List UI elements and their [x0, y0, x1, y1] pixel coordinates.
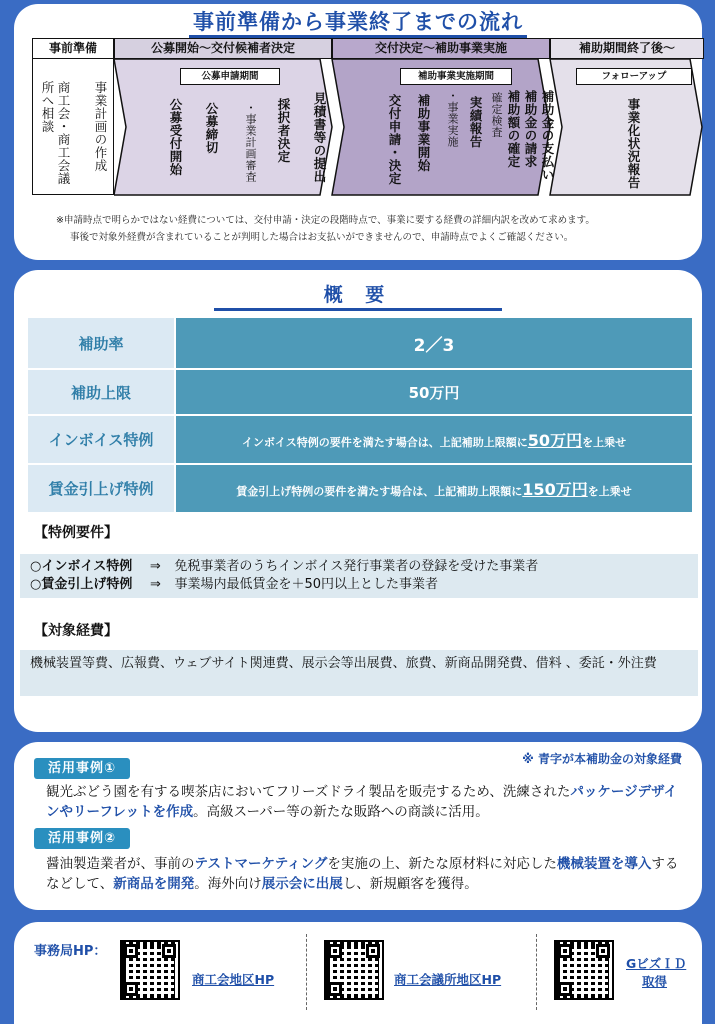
case1-text	[46, 782, 686, 822]
prep-segment	[32, 59, 114, 195]
invoice-text-post: を上乗せ	[582, 436, 627, 449]
after-label: フォローアップ	[576, 68, 692, 85]
prep-step-consult: 商工会・商工会議所へ相談	[40, 81, 71, 185]
expense-text: 機械装置等費、広報費、ウェブサイト関連費、展示会等出展費、旅費、新商品開発費、借料 、委託・外注費	[20, 650, 698, 696]
row-value-rate: 2／3	[175, 317, 693, 369]
bullet: ○	[30, 577, 42, 592]
phase-header-prep: 事前準備	[32, 38, 114, 59]
case1-text-part: 。高級スーパー等の新たな販路への商談に活用。	[193, 804, 489, 820]
impl-step-claim: 補助金の請求	[523, 90, 538, 168]
flow-diagram	[32, 38, 704, 196]
impl-step-fix: 補助額の確定	[506, 90, 521, 168]
case2-highlight: 機械装置を導入	[556, 856, 652, 872]
after-step-report: 事業化状況報告	[626, 98, 641, 189]
case1-highlight: パッケージデザインやリーフレットを作成	[46, 784, 678, 820]
impl-step-grant: 交付申請・決定	[387, 94, 402, 185]
arrow-icon: ⇒	[149, 559, 161, 574]
special-desc-wage: 事業場内最低賃金を＋50円以上とした事業者	[174, 577, 439, 592]
qr-code-gbiz[interactable]	[554, 940, 614, 1000]
flow-note-line2: 事後で対象外経費が含まれていることが判明した場合はお支払いができませんので、申請時点でよくご確認ください。	[70, 232, 574, 243]
impl-period-label: 補助事業実施期間	[400, 68, 512, 85]
case2-text-part: 醤油製造業者が、事前の	[46, 856, 195, 872]
list-item	[30, 558, 688, 576]
case2-text-part: し、新規顧客を獲得。	[342, 876, 478, 892]
wage-text-post: を上乗せ	[587, 485, 632, 498]
case2-text-part: 。海外向け	[194, 876, 262, 892]
row-value-limit: 50万円	[175, 369, 693, 415]
qr-code-shokokaigisho[interactable]	[324, 940, 384, 1000]
impl-step-execute: ・事業実施	[446, 90, 459, 148]
cases-note: ※ 青字が本補助金の対象経費	[522, 752, 682, 766]
app-step-close: 公募締切	[204, 102, 219, 154]
phase-header-implementation: 交付決定～補助事業実施	[332, 38, 550, 59]
special-heading: 【特例要件】	[34, 525, 118, 541]
case1-tag: 活用事例①	[34, 758, 130, 779]
impl-step-inspect: 確定検査	[490, 92, 503, 138]
flow-title: 事前準備から事業終了までの流れ	[14, 6, 702, 36]
special-name-wage: 賃金引上げ特例	[41, 577, 133, 592]
case2-highlight: テストマーケティング	[194, 856, 328, 872]
row-key-limit: 補助上限	[27, 369, 175, 415]
divider	[536, 934, 537, 1010]
case1-text-part: 観光ぶどう園を有する喫茶店においてフリーズドライ製品を販売するため、洗練された	[46, 784, 571, 800]
case2-highlight: 展示会に出展	[261, 876, 343, 892]
special-name-invoice: インボイス特例	[41, 559, 133, 574]
impl-step-start: 補助事業開始	[416, 94, 431, 172]
app-step-selected: 採択者決定	[276, 98, 291, 163]
office-label: 事務局HP：	[34, 944, 107, 959]
table-row	[27, 464, 693, 513]
cases-panel	[14, 742, 702, 910]
table-row	[27, 317, 693, 369]
link-gbiz-get[interactable]: 取得	[642, 974, 668, 989]
table-row	[27, 415, 693, 464]
app-step-open: 公募受付開始	[168, 98, 183, 176]
special-desc-invoice: 免税事業者のうちインボイス発行事業者の登録を受けた事業者	[174, 559, 539, 574]
overview-panel	[14, 270, 702, 732]
row-key-invoice: インボイス特例	[27, 415, 175, 464]
app-period-label: 公募申請期間	[180, 68, 280, 85]
qr-code-shokokai[interactable]	[120, 940, 180, 1000]
case2-text-part: を実施の上、新たな原材料に対応した	[327, 856, 557, 872]
phase-header-application: 公募開始～交付候補者決定	[114, 38, 332, 59]
app-step-review: ・事業計画審査	[244, 102, 257, 183]
impl-step-payment: 補助金の支払い	[540, 90, 555, 181]
flow-panel	[14, 4, 702, 260]
invoice-amount: 50万円	[527, 431, 583, 450]
flow-note	[56, 212, 595, 246]
table-row	[27, 369, 693, 415]
footer-panel	[14, 922, 702, 1024]
invoice-text-pre: インボイス特例の要件を満たす場合は、上記補助上限額に	[241, 436, 528, 449]
wage-amount: 150万円	[522, 480, 588, 499]
case2-highlight: 新商品を開発	[113, 876, 195, 892]
arrow-icon: ⇒	[150, 577, 161, 592]
row-key-rate: 補助率	[27, 317, 175, 369]
prep-step-plan: 事業計画の作成	[93, 81, 108, 172]
list-item	[30, 576, 688, 594]
overview-title: 概 要	[14, 280, 702, 307]
case2-text-part: するなどして、	[46, 856, 679, 892]
summary-table	[26, 316, 694, 514]
divider	[306, 934, 307, 1010]
link-gbiz[interactable]: GビズＩＤ	[626, 956, 687, 971]
phase-header-after: 補助期間終了後～	[550, 38, 704, 59]
special-requirements	[20, 554, 698, 598]
row-value-wage	[175, 464, 693, 513]
bullet: ○	[30, 559, 42, 574]
wage-text-pre: 賃金引上げ特例の要件を満たす場合は、上記補助上限額に	[236, 485, 523, 498]
row-value-invoice	[175, 415, 693, 464]
expense-heading: 【対象経費】	[34, 623, 118, 639]
case2-text	[46, 854, 686, 894]
link-shokokaigisho[interactable]: 商工会議所地区HP	[394, 972, 502, 987]
case2-tag: 活用事例②	[34, 828, 130, 849]
link-shokokai[interactable]: 商工会地区HP	[192, 972, 275, 987]
row-key-wage: 賃金引上げ特例	[27, 464, 175, 513]
flow-note-line1: ※申請時点で明らかではない経費については、交付申請・決定の段階時点で、事業に要する経費の詳細内訳を改めて求めます。	[56, 215, 595, 226]
impl-step-report: 実績報告	[468, 96, 483, 148]
app-step-estimate: 見積書等の提出	[312, 92, 327, 183]
